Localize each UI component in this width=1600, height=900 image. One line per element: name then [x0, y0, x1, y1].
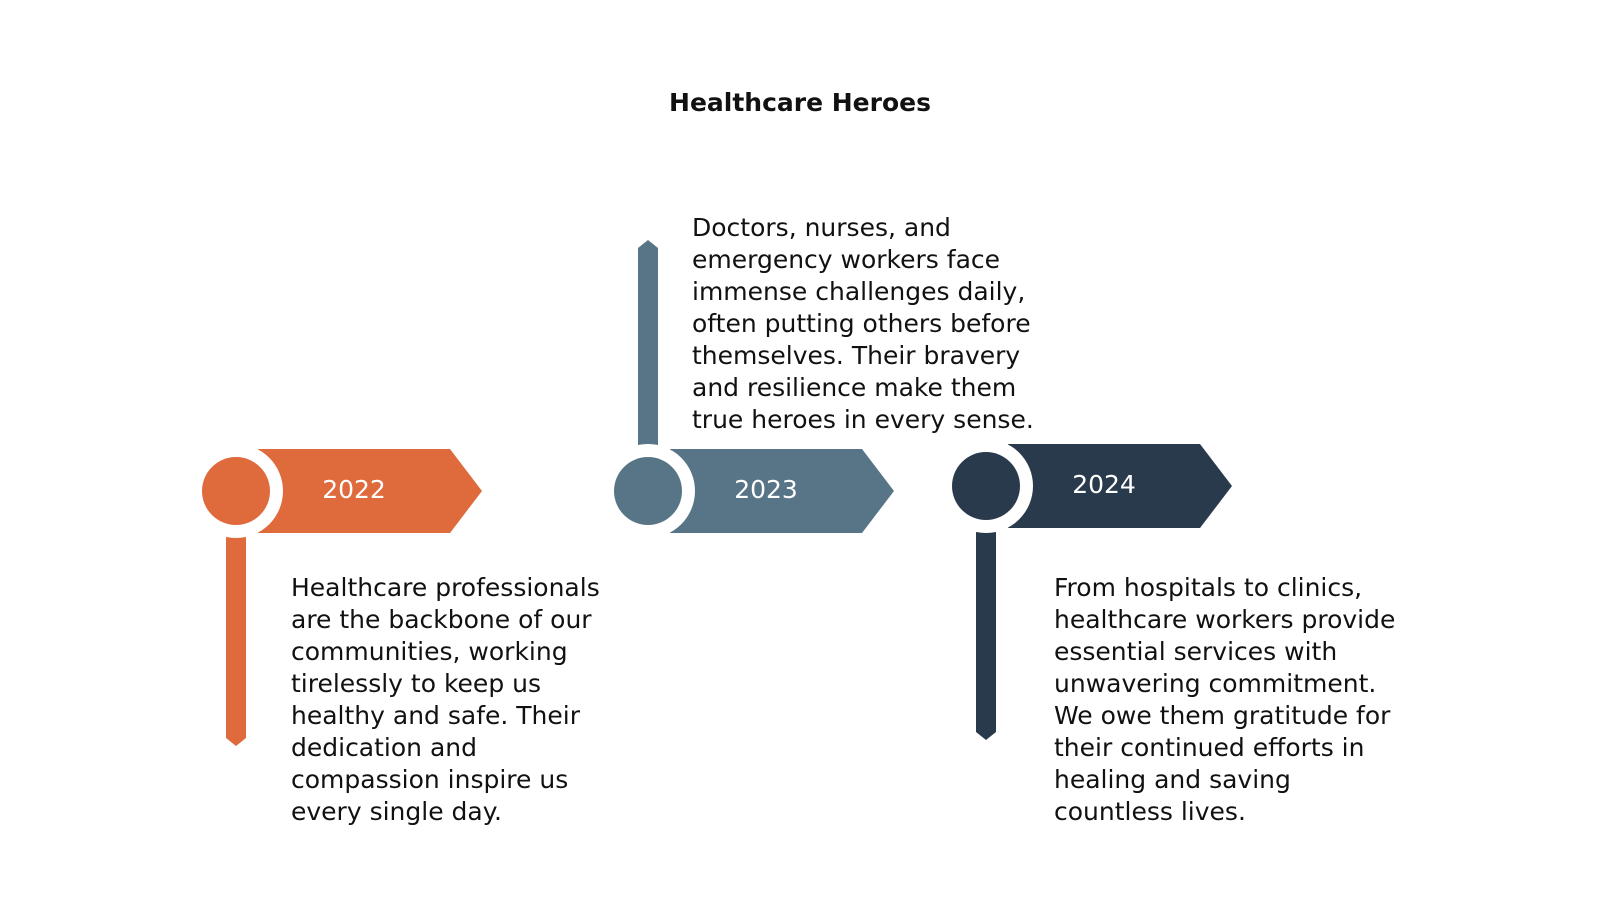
milestone-connector-2023	[638, 240, 658, 445]
milestone-connector-2024	[976, 532, 996, 740]
milestone-description-2022: Healthcare professionals are the backbone of our communities, working tirelessly to keep us healthy and safe. Their dedication and compassion inspire us every single day.	[291, 573, 600, 826]
milestone-year-2023: 2023	[734, 475, 798, 504]
page-title: Healthcare Heroes	[669, 88, 931, 117]
milestone-year-2024: 2024	[1072, 470, 1136, 499]
milestone-connector-2022	[226, 537, 246, 746]
milestone-description-2024: From hospitals to clinics, healthcare workers provide essential services with unwavering commitment. We owe them gratitude for their continued efforts in healing and saving countless lives.	[1054, 573, 1396, 826]
milestone-year-2022: 2022	[322, 475, 386, 504]
milestone-dot-2022	[202, 457, 270, 525]
milestone-description-2023: Doctors, nurses, and emergency workers face immense challenges daily, often putting others before themselves. Their bravery and resilience make them true heroes in every sense.	[692, 213, 1034, 434]
milestone-dot-2024	[952, 452, 1020, 520]
milestone-dot-2023	[614, 457, 682, 525]
